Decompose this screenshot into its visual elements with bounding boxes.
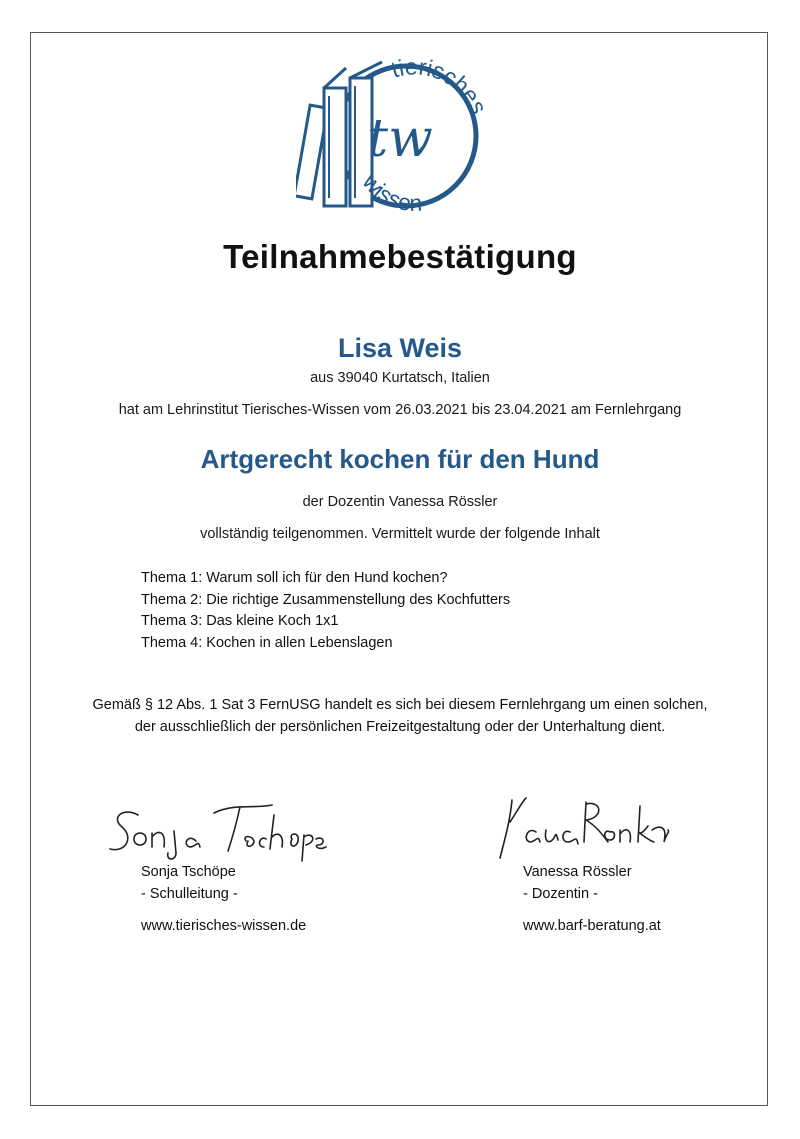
logo-text-top: tierisches xyxy=(387,53,493,118)
signatory-name-2: Vanessa Rössler xyxy=(523,864,632,880)
website-link-2[interactable]: www.barf-beratung.at xyxy=(523,918,661,934)
legal-notice xyxy=(30,694,770,738)
instructor-line: der Dozentin Vanessa Rössler xyxy=(302,494,498,510)
topic-list xyxy=(141,568,510,654)
logo-graphic xyxy=(296,48,506,224)
list-item: Thema 1: Warum soll ich für den Hund kochen? xyxy=(141,570,448,586)
signatory-role-2: - Dozentin - xyxy=(523,886,598,902)
website-link-1[interactable]: www.tierisches-wissen.de xyxy=(141,918,307,934)
logo-monogram: tw xyxy=(367,109,433,169)
list-item: Thema 3: Das kleine Koch 1x1 xyxy=(141,613,339,629)
list-item: Thema 2: Die richtige Zusammenstellung des Kochfutters xyxy=(141,591,511,608)
legal-line-2: der ausschließlich der persönlichen Freizeitgestaltung oder der Unterhaltung dient. xyxy=(134,719,666,735)
logo-text-bottom: wissen xyxy=(357,168,423,217)
signatory-role-1: - Schulleitung - xyxy=(141,886,238,902)
course-title: Artgerecht kochen für den Hund xyxy=(200,444,600,474)
signatory-name-1: Sonja Tschöpe xyxy=(141,864,236,880)
participant-location: aus 39040 Kurtatsch, Italien xyxy=(310,370,490,386)
signature-vanessa-roessler xyxy=(492,792,672,864)
participant-name: Lisa Weis xyxy=(337,333,463,363)
attendance-line: hat am Lehrinstitut Tierisches-Wissen vom 26.03.2021 bis 23.04.2021 am Fernlehrgang xyxy=(118,402,682,418)
legal-line-1: Gemäß § 12 Abs. 1 Sat 3 FernUSG handelt es sich bei diesem Fernlehrgang um einen solchen, xyxy=(92,697,708,713)
signature-sonja-tschoepe xyxy=(104,795,334,865)
list-item: Thema 4: Kochen in allen Lebenslagen xyxy=(141,634,393,651)
school-logo xyxy=(296,48,506,224)
page-title: Teilnahmebestätigung xyxy=(223,238,577,275)
completion-line: vollständig teilgenommen. Vermittelt wurde der folgende Inhalt xyxy=(200,526,600,542)
